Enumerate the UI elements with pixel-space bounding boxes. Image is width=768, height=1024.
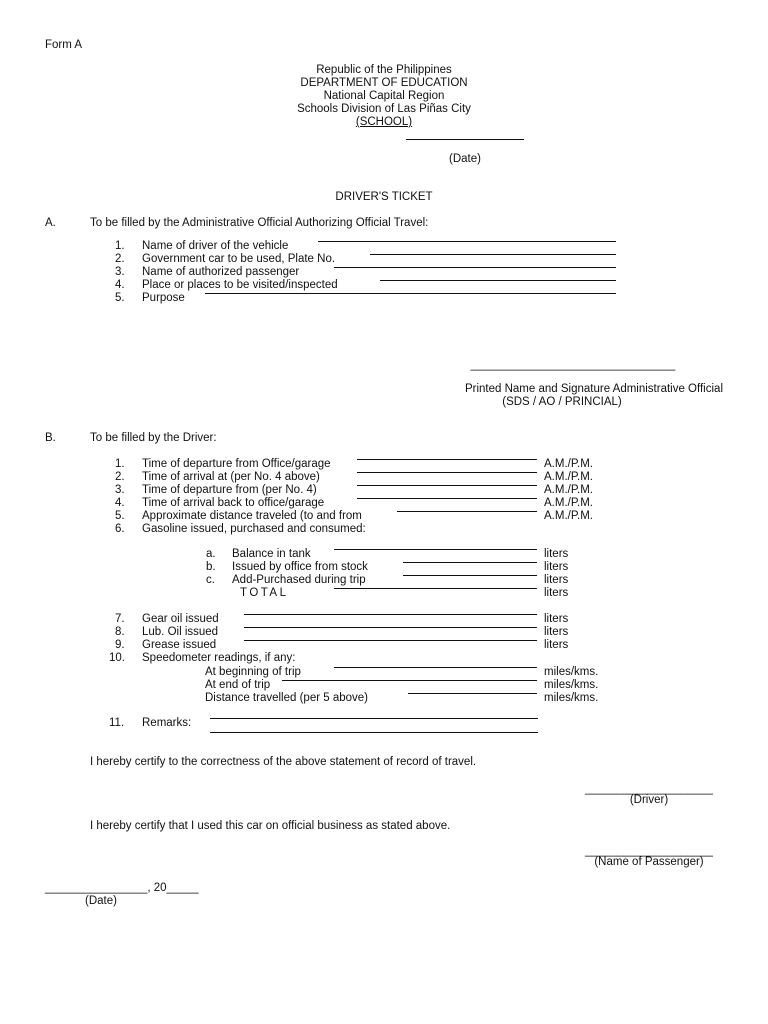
- grease-field[interactable]: [244, 640, 537, 641]
- purpose-field[interactable]: [205, 293, 616, 294]
- item-number: 1.: [115, 458, 125, 470]
- letterhead-line-4: Schools Division of Las Piñas City: [297, 103, 471, 115]
- return-departure-time-field[interactable]: [357, 485, 537, 486]
- item-number: 4.: [115, 497, 125, 509]
- bottom-date-label: (Date): [85, 895, 117, 907]
- distance-field[interactable]: [397, 511, 537, 512]
- departure-time-field[interactable]: [357, 459, 537, 460]
- item-unit: A.M./P.M.: [544, 458, 593, 470]
- section-a-letter: A.: [45, 217, 56, 229]
- item-label: Purpose: [142, 292, 185, 304]
- total-label: TOTAL: [240, 587, 289, 599]
- lub-oil-field[interactable]: [244, 627, 537, 628]
- item-label: Name of authorized passenger: [142, 266, 300, 278]
- balance-in-tank-field[interactable]: [334, 549, 537, 550]
- item-number: 10.: [109, 652, 125, 664]
- sub-item-label: Balance in tank: [232, 548, 311, 560]
- date-field-line[interactable]: [406, 139, 524, 140]
- sub-item-unit: liters: [544, 574, 569, 586]
- driver-certification: I hereby certify to the correctness of the above statement of record of travel.: [90, 756, 477, 768]
- remarks-field-line-2[interactable]: [210, 732, 538, 733]
- item-label: Time of departure from Office/garage: [142, 458, 331, 470]
- item-number: 3.: [115, 484, 125, 496]
- sub-item-unit: liters: [544, 587, 569, 599]
- item-label: Lub. Oil issued: [142, 626, 219, 638]
- speedometer-label: At beginning of trip: [205, 666, 301, 678]
- sub-item-unit: liters: [544, 561, 569, 573]
- item-label: Time of departure from (per No. 4): [142, 484, 317, 496]
- sub-item-letter: c.: [206, 574, 215, 586]
- places-field[interactable]: [380, 280, 616, 281]
- remarks-number: 11.: [109, 717, 125, 729]
- driver-signature-line[interactable]: ____________________: [585, 783, 713, 795]
- speedometer-begin-field[interactable]: [334, 667, 537, 668]
- official-signature-line[interactable]: ________________________________: [470, 359, 676, 371]
- item-label: Place or places to be visited/inspected: [142, 279, 338, 291]
- item-unit: A.M./P.M.: [544, 484, 593, 496]
- item-label: Time of arrival at (per No. 4 above): [142, 471, 320, 483]
- item-unit: liters: [544, 626, 569, 638]
- item-number: 8.: [115, 626, 125, 638]
- purchased-during-trip-field[interactable]: [403, 575, 537, 576]
- passenger-label: (Name of Passenger): [594, 856, 704, 868]
- item-number: 2.: [115, 253, 125, 265]
- sub-item-label: Add-Purchased during trip: [232, 574, 366, 586]
- driver-label: (Driver): [629, 794, 669, 806]
- item-unit: A.M./P.M.: [544, 471, 593, 483]
- sub-item-letter: a.: [206, 548, 216, 560]
- remarks-field-line-1[interactable]: [210, 718, 538, 719]
- item-number: 5.: [115, 292, 125, 304]
- official-title-label: (SDS / AO / PRINCIAL): [502, 396, 622, 408]
- distance-travelled-field[interactable]: [408, 693, 537, 694]
- gear-oil-field[interactable]: [244, 614, 537, 615]
- section-b-heading: To be filled by the Driver:: [90, 432, 217, 444]
- passenger-name-field[interactable]: [334, 267, 616, 268]
- item-unit: liters: [544, 613, 569, 625]
- item-unit: liters: [544, 639, 569, 651]
- issued-from-stock-field[interactable]: [403, 562, 537, 563]
- item-label: Gear oil issued: [142, 613, 219, 625]
- item-number: 6.: [115, 523, 125, 535]
- item-number: 5.: [115, 510, 125, 522]
- item-number: 9.: [115, 639, 125, 651]
- letterhead-line-2: DEPARTMENT OF EDUCATION: [300, 77, 468, 89]
- sub-item-letter: b.: [206, 561, 216, 573]
- item-number: 4.: [115, 279, 125, 291]
- plate-number-field[interactable]: [370, 254, 616, 255]
- school-name: (SCHOOL): [355, 116, 413, 128]
- form-label: Form A: [45, 39, 83, 51]
- passenger-signature-line[interactable]: ____________________: [585, 845, 713, 857]
- form-title: DRIVER'S TICKET: [335, 191, 433, 203]
- driver-name-field[interactable]: [318, 241, 616, 242]
- speedometer-label: Distance travelled (per 5 above): [205, 692, 368, 704]
- return-arrival-time-field[interactable]: [357, 498, 537, 499]
- letterhead-line-1: Republic of the Philippines: [316, 64, 452, 76]
- item-number: 7.: [115, 613, 125, 625]
- item-label: Name of driver of the vehicle: [142, 240, 289, 252]
- item-number: 1.: [115, 240, 125, 252]
- total-field[interactable]: [334, 588, 537, 589]
- speedometer-end-field[interactable]: [282, 680, 537, 681]
- passenger-certification: I hereby certify that I used this car on official business as stated above.: [90, 820, 451, 832]
- item-label: Time of arrival back to office/garage: [142, 497, 325, 509]
- item-unit: A.M./P.M.: [544, 510, 593, 522]
- section-b-letter: B.: [45, 432, 56, 444]
- speedometer-unit: miles/kms.: [544, 692, 599, 704]
- speedometer-unit: miles/kms.: [544, 666, 599, 678]
- remarks-label: Remarks:: [142, 717, 192, 729]
- item-label: Grease issued: [142, 639, 217, 651]
- speedometer-unit: miles/kms.: [544, 679, 599, 691]
- item-label: Speedometer readings, if any:: [142, 652, 296, 664]
- sub-item-unit: liters: [544, 548, 569, 560]
- arrival-time-field[interactable]: [357, 472, 537, 473]
- letterhead-line-3: National Capital Region: [323, 90, 445, 102]
- item-number: 3.: [115, 266, 125, 278]
- item-unit: A.M./P.M.: [544, 497, 593, 509]
- item-label: Government car to be used, Plate No.: [142, 253, 336, 265]
- item-label: Approximate distance traveled (to and from: [142, 510, 362, 522]
- bottom-date-line[interactable]: ________________, 20_____: [45, 882, 199, 894]
- speedometer-label: At end of trip: [205, 679, 271, 691]
- official-signature-label: Printed Name and Signature Administrative Official: [464, 383, 723, 395]
- date-label: (Date): [449, 153, 481, 165]
- section-a-heading: To be filled by the Administrative Official Authorizing Official Travel:: [90, 217, 429, 229]
- item-label: Gasoline issued, purchased and consumed:: [142, 523, 366, 535]
- item-number: 2.: [115, 471, 125, 483]
- sub-item-label: Issued by office from stock: [232, 561, 368, 573]
